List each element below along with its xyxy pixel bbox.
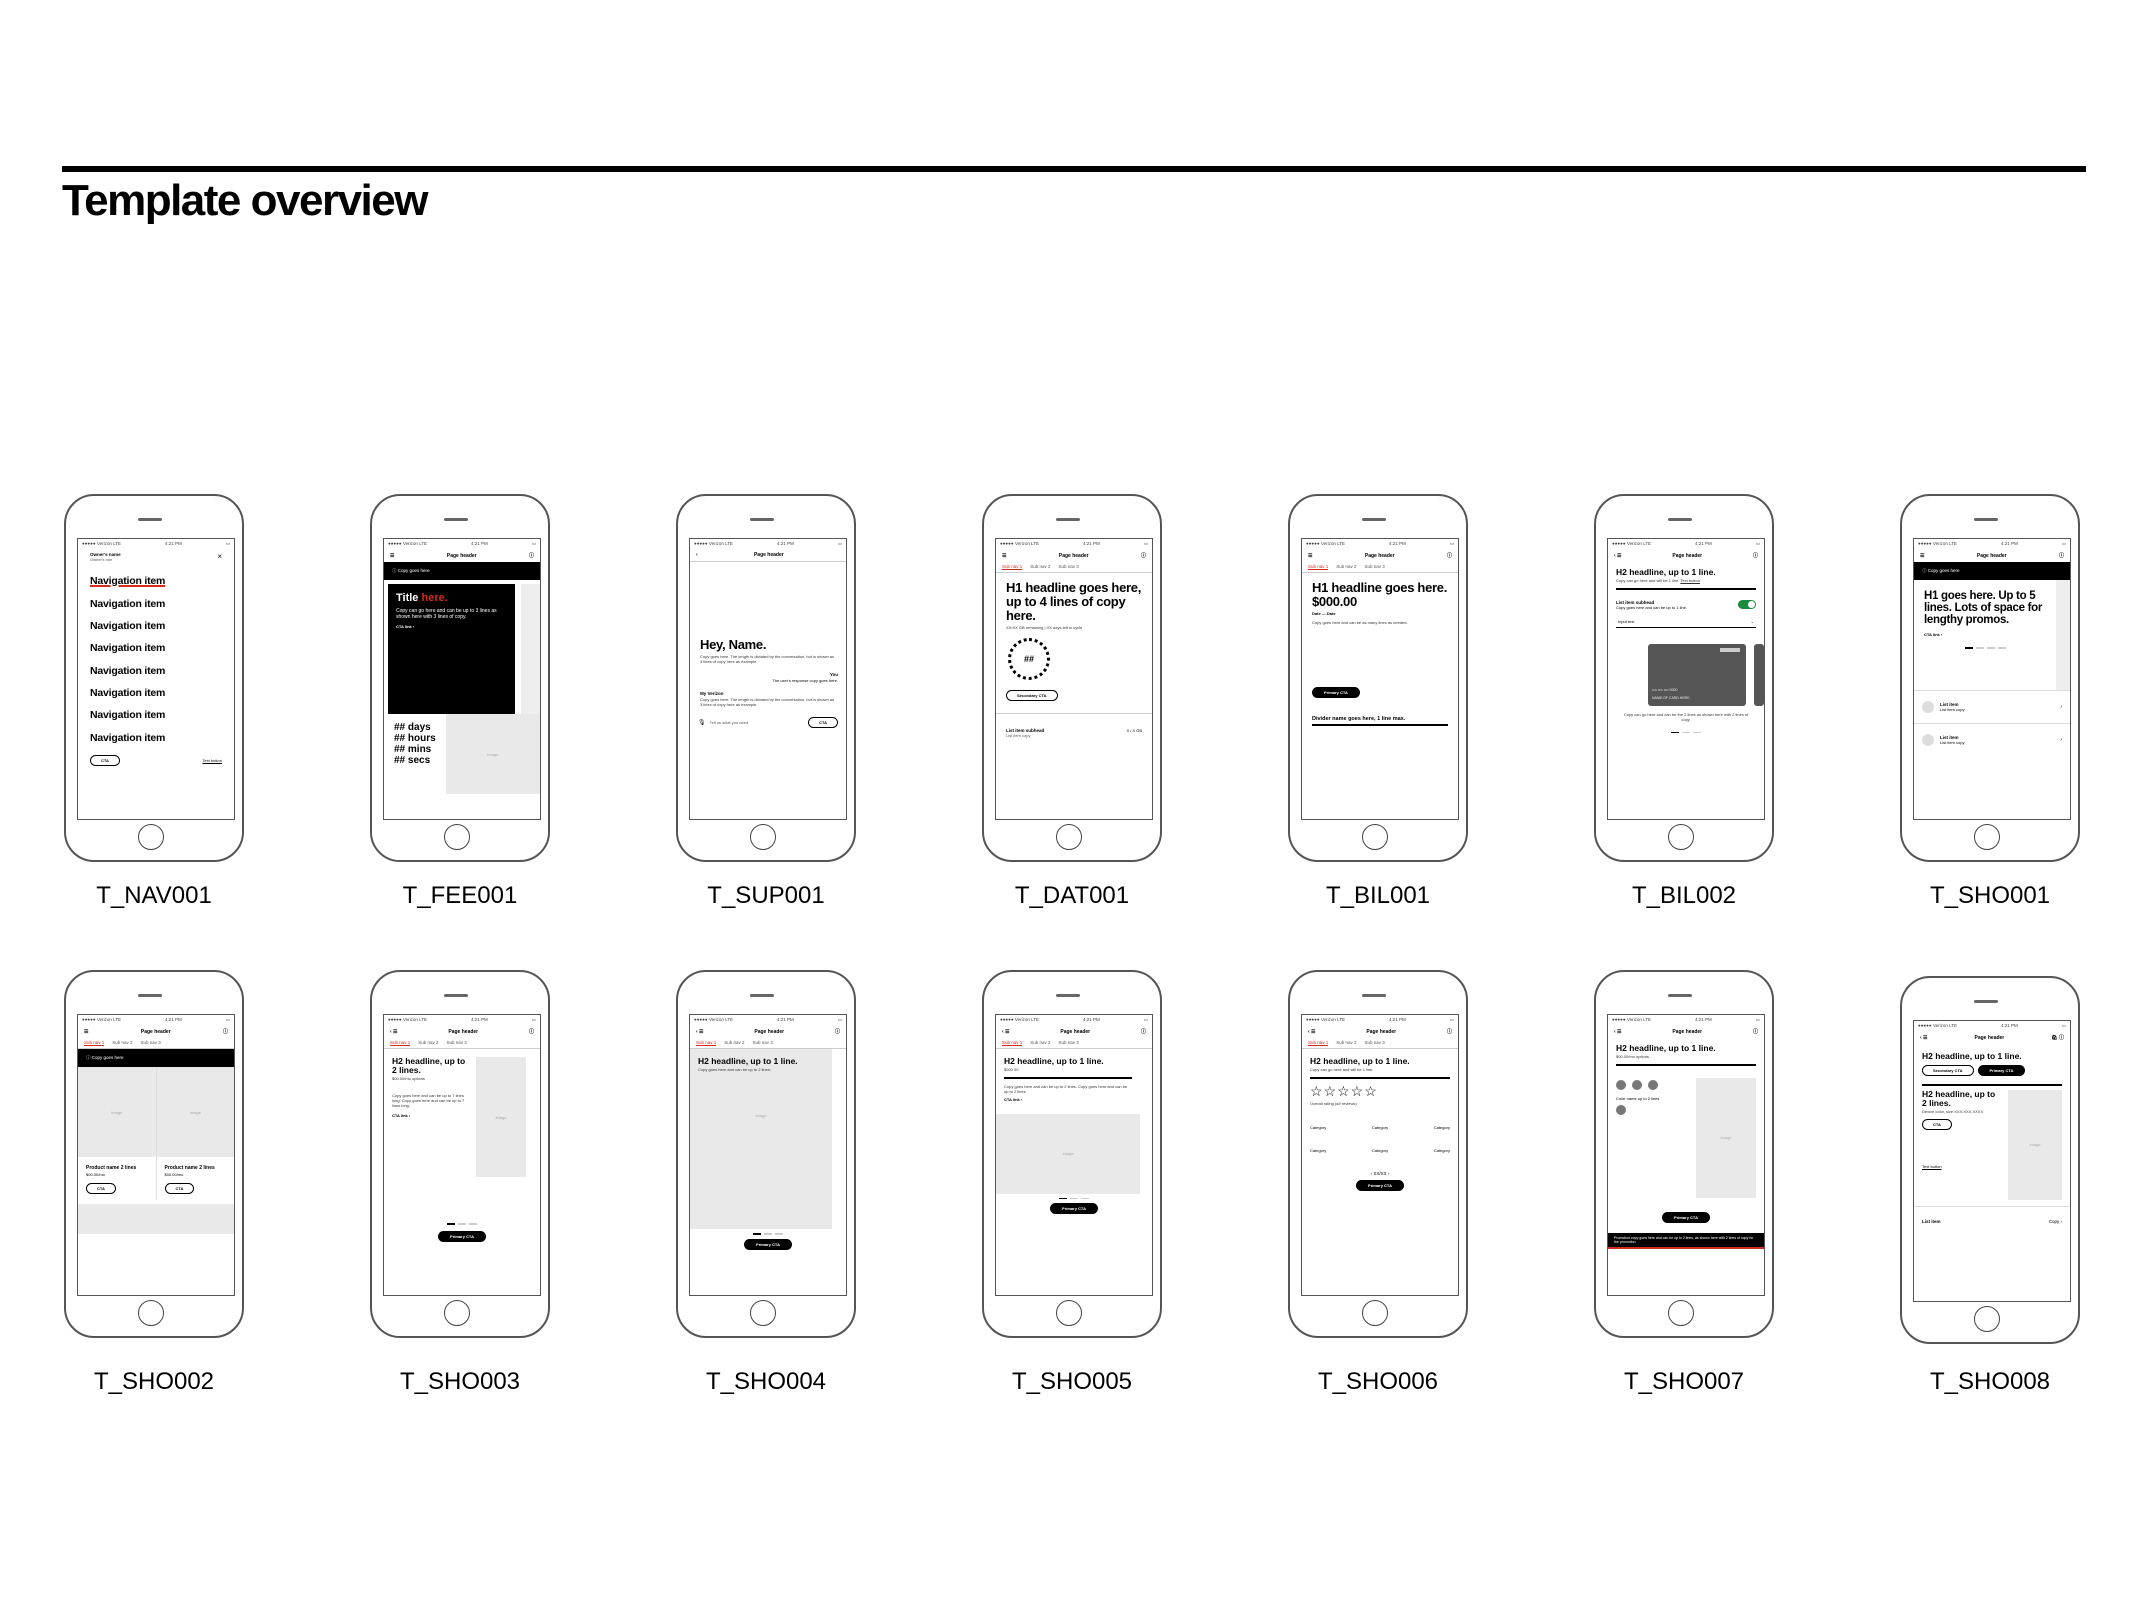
headline: H1 goes here. Up to 5 lines. Lots of space for lengthy promos. xyxy=(1924,590,2043,626)
page-header: ☰ Page header ⓘ xyxy=(390,552,534,559)
primary-cta-button[interactable]: Primary CTA xyxy=(1356,1180,1404,1191)
body-copy: Copy goes here and can be up to 2 lines. Copy goes here and can be up to 2 lines. xyxy=(1004,1083,1128,1094)
headline: H1 headline goes here, up to 4 lines of copy here. xyxy=(1006,580,1142,623)
cta-button[interactable]: CTA xyxy=(90,755,120,766)
image-placeholder: Image xyxy=(996,1114,1140,1194)
info-icon: ⓘ xyxy=(392,568,397,573)
help-icon: ⓘ xyxy=(1752,1029,1758,1035)
screen xyxy=(689,538,847,820)
screen xyxy=(1301,538,1459,820)
cta-link[interactable]: CTA link › xyxy=(1004,1096,1023,1102)
template-label: T_SHO004 xyxy=(705,1368,827,1395)
phone-sup001[interactable] xyxy=(676,494,856,862)
sub-copy: Copy can go here and will be 1 line. xyxy=(1310,1067,1374,1072)
cta-link[interactable]: CTA link › xyxy=(392,1113,411,1118)
page-header: ‹ ☰ Page header ⓘ xyxy=(1614,552,1758,559)
header-rule xyxy=(62,166,2086,172)
status-bar: ●●●●● Verizon LTE 4:21 PM ▭ xyxy=(694,1017,842,1022)
star-rating[interactable]: ☆☆☆☆☆ xyxy=(1310,1082,1378,1099)
feature-card[interactable]: Title here. Copy can go here and can be up to 3 lines as shown here with 3 lines of copy. CTA link › xyxy=(388,584,515,714)
help-icon: ⓘ xyxy=(1446,553,1452,559)
bot-message: Copy goes here. The length is dictated by the conversation, but is shown as 3 lines of copy here as example. xyxy=(700,697,835,707)
template-label: T_SUP001 xyxy=(707,882,825,909)
info-icon: ⓘ xyxy=(1922,568,1927,573)
status-bar: ●●●●● Verizon LTE 4:21 PM ▭ xyxy=(1918,541,2066,546)
card-title: Title xyxy=(396,592,422,604)
page-header: ‹ ☰ Page header ⓘ xyxy=(1614,1028,1758,1035)
status-bar: ●●●●● Verizon LTE 4:21 PM ▭ xyxy=(694,541,842,546)
body-copy: Copy goes here and can be up to 2 lines. xyxy=(698,1067,771,1072)
cta-link[interactable]: CTA link › xyxy=(396,624,415,629)
help-icon: ⓘ xyxy=(1140,553,1146,559)
phone-speaker xyxy=(1974,518,1998,521)
screen xyxy=(77,538,235,820)
carousel-dots[interactable] xyxy=(1608,732,1764,734)
back-icon: ‹ ☰ xyxy=(1614,552,1622,559)
home-button[interactable] xyxy=(1974,1306,2000,1332)
cta-button[interactable]: CTA xyxy=(165,1183,195,1194)
back-icon: ‹ ☰ xyxy=(390,1028,398,1035)
chevron-down-icon: ⌄ xyxy=(1750,618,1754,624)
nav-item[interactable]: Navigation item xyxy=(90,687,166,700)
product-price: $00.00/mo xyxy=(164,1172,184,1177)
screen xyxy=(1607,1014,1765,1296)
secondary-cta-button[interactable]: Secondary CTA xyxy=(1922,1065,1974,1076)
category-row: Category Category Category xyxy=(1310,1147,1450,1153)
help-icon: ⓘ xyxy=(1140,1029,1146,1035)
menu-icon: ☰ xyxy=(1920,552,1925,559)
phone-sho004[interactable] xyxy=(676,970,856,1338)
text-button[interactable]: Text button xyxy=(202,758,222,763)
color-name: Color name up to 2 lines xyxy=(1616,1095,1660,1101)
phone-speaker xyxy=(1362,518,1386,521)
status-bar: ●●●●● Verizon LTE 4:21 PM ▭ xyxy=(388,541,536,546)
product-price: $00.00/mo xyxy=(86,1172,105,1177)
home-button[interactable] xyxy=(1056,824,1082,850)
image-placeholder: Image xyxy=(157,1067,235,1157)
bot-label: My Verizon xyxy=(700,691,724,696)
status-bar: ●●●●● Verizon LTE 4:21 PM ▭ xyxy=(1306,541,1454,546)
device-info: Device color, size XXX,XXX,XXXX xyxy=(1922,1108,1984,1114)
carousel-dots[interactable] xyxy=(996,1198,1152,1200)
cta-button[interactable]: CTA xyxy=(86,1183,116,1194)
status-bar: ●●●●● Verizon LTE 4:21 PM ▭ xyxy=(82,1017,230,1022)
headline: H2 headline, up to 1 line. xyxy=(1310,1056,1410,1066)
promo-banner[interactable]: Promotion copy goes here and can be up to 2 lines, as shown here with 2 lines of copy for the promotion. xyxy=(1608,1233,1764,1249)
home-button[interactable] xyxy=(138,1300,164,1326)
nav-item[interactable]: Navigation item xyxy=(90,709,166,722)
image-label: Image xyxy=(755,1113,767,1118)
back-icon: ‹ xyxy=(696,552,698,558)
image-placeholder: Image xyxy=(78,1067,156,1157)
primary-cta-button[interactable]: Primary CTA xyxy=(1050,1203,1098,1214)
page-header: ‹ ☰ Page header ⓘ xyxy=(696,1028,840,1035)
phone-speaker xyxy=(1056,994,1080,997)
nav-item-active[interactable]: Navigation item xyxy=(90,575,166,588)
phone-sho003[interactable] xyxy=(370,970,550,1338)
template-label: T_SHO002 xyxy=(93,1368,215,1395)
headline: H2 headline, up to 1 line. xyxy=(1922,1051,2022,1061)
home-button[interactable] xyxy=(138,824,164,850)
home-button[interactable] xyxy=(1056,1300,1082,1326)
headline: H2 headline, up to 1 line. xyxy=(1616,567,1716,577)
user-label: You xyxy=(829,672,838,677)
menu-icon: ☰ xyxy=(1308,552,1313,559)
nav-item[interactable]: Navigation item xyxy=(90,664,166,677)
phone-bil002[interactable] xyxy=(1594,494,1774,862)
primary-cta-button[interactable]: Primary CTA xyxy=(1978,1065,2026,1076)
status-bar: ●●●●● Verizon LTE 4:21 PM ▭ xyxy=(1306,1017,1454,1022)
sub-nav[interactable]: Sub nav 1 Sub nav 2 Sub nav 3 xyxy=(1302,562,1458,573)
product-name: Product name 2 lines xyxy=(164,1165,215,1171)
screen xyxy=(77,1014,235,1296)
headline: H2 headline, up to 2 lines. xyxy=(392,1056,466,1075)
category-row: Category Category Category xyxy=(1310,1124,1450,1130)
phone-speaker xyxy=(1668,518,1692,521)
home-button[interactable] xyxy=(444,1300,470,1326)
toggle-switch[interactable] xyxy=(1738,600,1756,609)
sub-nav[interactable]: Sub nav 1 Sub nav 2 Sub nav 3 xyxy=(384,1038,540,1049)
page-header: ☰ Page header ⓘ xyxy=(1002,552,1146,559)
phone-nav001[interactable] xyxy=(64,494,244,862)
back-icon: ‹ ☰ xyxy=(1614,1028,1622,1035)
copy-bar: ⓘ Copy goes here xyxy=(384,562,540,580)
screen xyxy=(1301,1014,1459,1296)
page-header: ☰ Page header ⓘ xyxy=(1920,552,2064,559)
phone-bil001[interactable] xyxy=(1288,494,1468,862)
toggle-row[interactable]: List item subhead Copy goes here and can be up to 1 line. xyxy=(1608,594,1764,612)
image-placeholder xyxy=(78,1204,234,1234)
phone-speaker xyxy=(1056,518,1080,521)
chat-input[interactable]: Tell us what you need xyxy=(709,720,749,725)
back-icon: ‹ ☰ xyxy=(696,1028,704,1035)
body-copy: Copy goes here and can be up to 7 lines long. Copy goes here and can be up to 7 lines long. xyxy=(392,1093,465,1108)
template-label: T_BIL001 xyxy=(1325,882,1431,909)
text-button[interactable]: Text button xyxy=(1922,1163,1942,1169)
back-icon: ‹ ☰ xyxy=(1920,1034,1928,1041)
next-card-peek xyxy=(2056,580,2070,690)
primary-cta-button[interactable]: Primary CTA xyxy=(438,1231,486,1242)
phone-speaker xyxy=(1974,1000,1998,1003)
price: $000.00 xyxy=(1004,1067,1019,1072)
screen xyxy=(995,1014,1153,1296)
sub-headline: H2 headline, up to 2 lines. xyxy=(1922,1088,1996,1108)
next-card-peek xyxy=(521,584,540,714)
send-button[interactable]: CTA xyxy=(808,717,838,728)
phone-speaker xyxy=(750,994,774,997)
phone-speaker xyxy=(1362,994,1386,997)
help-icon: ⓘ xyxy=(834,1029,840,1035)
page-header: ‹ ☰ Page header ⓘ xyxy=(1308,1028,1452,1035)
image-placeholder: Image xyxy=(446,714,540,794)
menu-icon: ☰ xyxy=(1002,552,1007,559)
template-label: T_BIL002 xyxy=(1631,882,1737,909)
image-placeholder: Image xyxy=(1696,1078,1756,1198)
template-label: T_NAV001 xyxy=(96,882,212,909)
home-button[interactable] xyxy=(1362,1300,1388,1326)
page-header: ‹ ☰ Page header ⓘ xyxy=(1002,1028,1146,1035)
page-header: ☰ Page header ⓘ xyxy=(84,1028,228,1035)
screen xyxy=(383,1014,541,1296)
owner-name: Owner's name xyxy=(90,552,121,557)
status-bar: ●●●●● Verizon LTE 4:21 PM ▭ xyxy=(1000,1017,1148,1022)
input-field[interactable]: Input text ⌄ xyxy=(1616,616,1756,628)
phone-speaker xyxy=(1668,994,1692,997)
primary-cta-button[interactable]: Primary CTA xyxy=(1312,687,1360,698)
page-header: ‹ Page header xyxy=(690,549,846,562)
info-icon: ⓘ xyxy=(86,1055,91,1060)
template-label: T_DAT001 xyxy=(1014,882,1130,909)
status-bar: ●●●●● Verizon LTE 4:21 PM ▭ xyxy=(1612,1017,1760,1022)
help-icon: ⓘ xyxy=(1752,553,1758,559)
divider-rule xyxy=(1616,1064,1756,1066)
menu-icon: ☰ xyxy=(390,552,395,559)
headline: H2 headline, up to 1 line. xyxy=(698,1056,798,1066)
phone-sho006[interactable] xyxy=(1288,970,1468,1338)
user-message: The user's response copy goes here. xyxy=(772,678,838,683)
phone-speaker xyxy=(444,994,468,997)
page-title: Template overview xyxy=(62,176,427,225)
template-label: T_SHO005 xyxy=(1011,1368,1133,1395)
sub-nav[interactable]: Sub nav 1 Sub nav 2 Sub nav 3 xyxy=(690,1038,846,1049)
close-icon[interactable]: × xyxy=(217,552,222,561)
screen xyxy=(1607,538,1765,820)
carousel-dots[interactable] xyxy=(690,1233,846,1235)
screen xyxy=(689,1014,847,1296)
chevron-right-icon: › xyxy=(2060,704,2062,710)
screen xyxy=(1913,538,2071,820)
headline: H1 headline goes here. $000.00 xyxy=(1312,580,1448,609)
list-item[interactable]: List item List item copy › xyxy=(1914,690,2070,723)
help-icon: ⓘ xyxy=(1446,1029,1452,1035)
screen xyxy=(995,538,1153,820)
template-label: T_FEE001 xyxy=(402,882,518,909)
card-copy: Copy can go here and can be the 2 lines as shown here with 2 lines of copy. xyxy=(1623,711,1749,722)
greeting: Hey, Name. xyxy=(700,637,767,652)
phone-sho005[interactable] xyxy=(982,970,1162,1338)
phone-dat001[interactable] xyxy=(982,494,1162,862)
divider-rule xyxy=(1312,724,1448,726)
phone-speaker xyxy=(750,518,774,521)
headline: H2 headline, up to 1 line. xyxy=(1616,1043,1716,1053)
help-icon: ⓘ xyxy=(528,1029,534,1035)
price: $00.00/mo options xyxy=(392,1076,425,1081)
price: $00.00/mo options xyxy=(1616,1054,1649,1059)
page-header: ☰ Page header ⓘ xyxy=(1308,552,1452,559)
bill-copy: Copy goes here and can be as many lines as needed. xyxy=(1312,620,1408,625)
phone-sho008[interactable] xyxy=(1900,976,2080,1344)
divider-label: Divider name goes here, 1 line max. xyxy=(1312,716,1406,722)
carousel-dots[interactable] xyxy=(1914,647,2056,649)
countdown: ## days ## hours ## mins ## secs xyxy=(394,722,436,766)
rating-count: Overall rating (## reviews) xyxy=(1310,1100,1357,1106)
sub-nav[interactable]: Sub nav 1 Sub nav 2 Sub nav 3 xyxy=(996,562,1152,573)
sub-nav[interactable]: Sub nav 1 Sub nav 2 Sub nav 3 xyxy=(996,1038,1152,1049)
divider-rule xyxy=(1310,1077,1450,1079)
phone-sho007[interactable] xyxy=(1594,970,1774,1338)
phone-sho002[interactable] xyxy=(64,970,244,1338)
chevron-right-icon: › xyxy=(2060,737,2062,743)
list-item[interactable]: List item List item copy › xyxy=(1914,723,2070,756)
next-card-peek xyxy=(1754,644,1764,706)
primary-cta-button[interactable]: Primary CTA xyxy=(1662,1212,1710,1223)
phone-speaker xyxy=(444,518,468,521)
template-label: T_SHO008 xyxy=(1929,1368,2051,1395)
home-button[interactable] xyxy=(1668,1300,1694,1326)
divider-rule xyxy=(1616,588,1756,590)
color-swatches[interactable] xyxy=(1616,1080,1688,1090)
divider-rule xyxy=(1922,1084,2062,1086)
home-button[interactable] xyxy=(1668,824,1694,850)
nav-item[interactable]: Navigation item xyxy=(90,619,166,632)
text-button[interactable]: Text button xyxy=(1680,578,1700,583)
status-bar: ●●●●● Verizon LTE 4:21 PM ▭ xyxy=(1000,541,1148,546)
cta-button[interactable]: CTA xyxy=(1922,1119,1952,1130)
status-bar: ●●●●● Verizon LTE 4:21 PM ▭ xyxy=(1918,1023,2066,1028)
usage-gauge: ## xyxy=(1008,638,1050,680)
carousel-dots[interactable] xyxy=(384,1223,540,1225)
status-bar: ●●●●● Verizon LTE 4:21 PM ▭ xyxy=(388,1017,536,1022)
secondary-cta-button[interactable]: Secondary CTA xyxy=(1006,690,1058,701)
back-icon: ‹ ☰ xyxy=(1308,1028,1316,1035)
credit-card[interactable]: •••• •••• •••• 0000 NAME OF CARD HERE xyxy=(1648,644,1746,706)
copy-bar: ⓘ Copy goes here xyxy=(78,1049,234,1067)
sub-nav[interactable]: Sub nav 1 Sub nav 2 Sub nav 3 xyxy=(1302,1038,1458,1049)
headline: H2 headline, up to 1 line. xyxy=(1004,1056,1104,1066)
sub-nav[interactable]: Sub nav 1 Sub nav 2 Sub nav 3 xyxy=(78,1038,234,1049)
nav-item[interactable]: Navigation item xyxy=(90,597,166,610)
menu-icon: ☰ xyxy=(84,1028,89,1035)
nav-item[interactable]: Navigation item xyxy=(90,642,166,655)
card-copy: Copy can go here and can be up to 3 lines as shown here with 3 lines of copy. xyxy=(396,608,497,620)
cta-link[interactable]: CTA link › xyxy=(1924,632,1943,637)
screen xyxy=(1913,1020,2071,1302)
page-header: ‹ ☰ Page header ⓘ xyxy=(390,1028,534,1035)
date-range: Date — Date xyxy=(1312,611,1336,616)
image-placeholder: Image xyxy=(476,1057,526,1177)
owner-role: Owner's role xyxy=(90,557,113,562)
help-icon: ⓘ xyxy=(2058,553,2064,559)
product-name: Product name 2 lines xyxy=(86,1165,137,1171)
help-icon: ⓘ xyxy=(528,553,534,559)
template-label: T_SHO006 xyxy=(1317,1368,1439,1395)
primary-cta-button[interactable]: Primary CTA xyxy=(744,1239,792,1250)
phone-sho001[interactable] xyxy=(1900,494,2080,862)
phone-speaker xyxy=(138,994,162,997)
screen xyxy=(383,538,541,820)
list-item[interactable]: List item Copy › xyxy=(1914,1206,2070,1236)
template-label: T_SHO007 xyxy=(1623,1368,1745,1395)
phone-fee001[interactable] xyxy=(370,494,550,862)
microphone-icon[interactable]: 🎙 xyxy=(698,720,706,726)
page-header: ‹ ☰ Page header 🛍 ⓘ xyxy=(1920,1034,2064,1041)
data-remaining: XX/XX GB remaining | XX days left in cycle xyxy=(1006,625,1083,630)
template-label: T_SHO003 xyxy=(399,1368,521,1395)
status-bar: ●●●●● Verizon LTE 4:21 PM ▭ xyxy=(1612,541,1760,546)
list-item[interactable]: List item subhead List item copy X / X GB xyxy=(996,713,1152,738)
home-button[interactable] xyxy=(750,1300,776,1326)
intro-copy: Copy goes here. The length is dictated by the conversation, but is shown as 3 lines of copy here as example. xyxy=(700,654,835,664)
back-icon: ‹ ☰ xyxy=(1002,1028,1010,1035)
home-button[interactable] xyxy=(750,824,776,850)
sub-copy: Copy can go here and will be 1 line. xyxy=(1616,578,1680,583)
help-icon: ⓘ xyxy=(222,1029,228,1035)
home-button[interactable] xyxy=(444,824,470,850)
copy-bar: ⓘ Copy goes here xyxy=(1914,562,2070,580)
home-button[interactable] xyxy=(1974,824,2000,850)
home-button[interactable] xyxy=(1362,824,1388,850)
cart-icon: 🛍 ⓘ xyxy=(2051,1035,2064,1041)
pager[interactable]: ‹ XX/XX › xyxy=(1370,1170,1390,1176)
image-placeholder: Image xyxy=(2008,1090,2062,1200)
nav-item[interactable]: Navigation item xyxy=(90,731,166,744)
divider-rule xyxy=(1004,1077,1132,1079)
status-bar: ●●●●● Verizon LTE 4:21 PM ▭ xyxy=(82,541,230,546)
phone-speaker xyxy=(138,518,162,521)
template-label: T_SHO001 xyxy=(1929,882,2051,909)
